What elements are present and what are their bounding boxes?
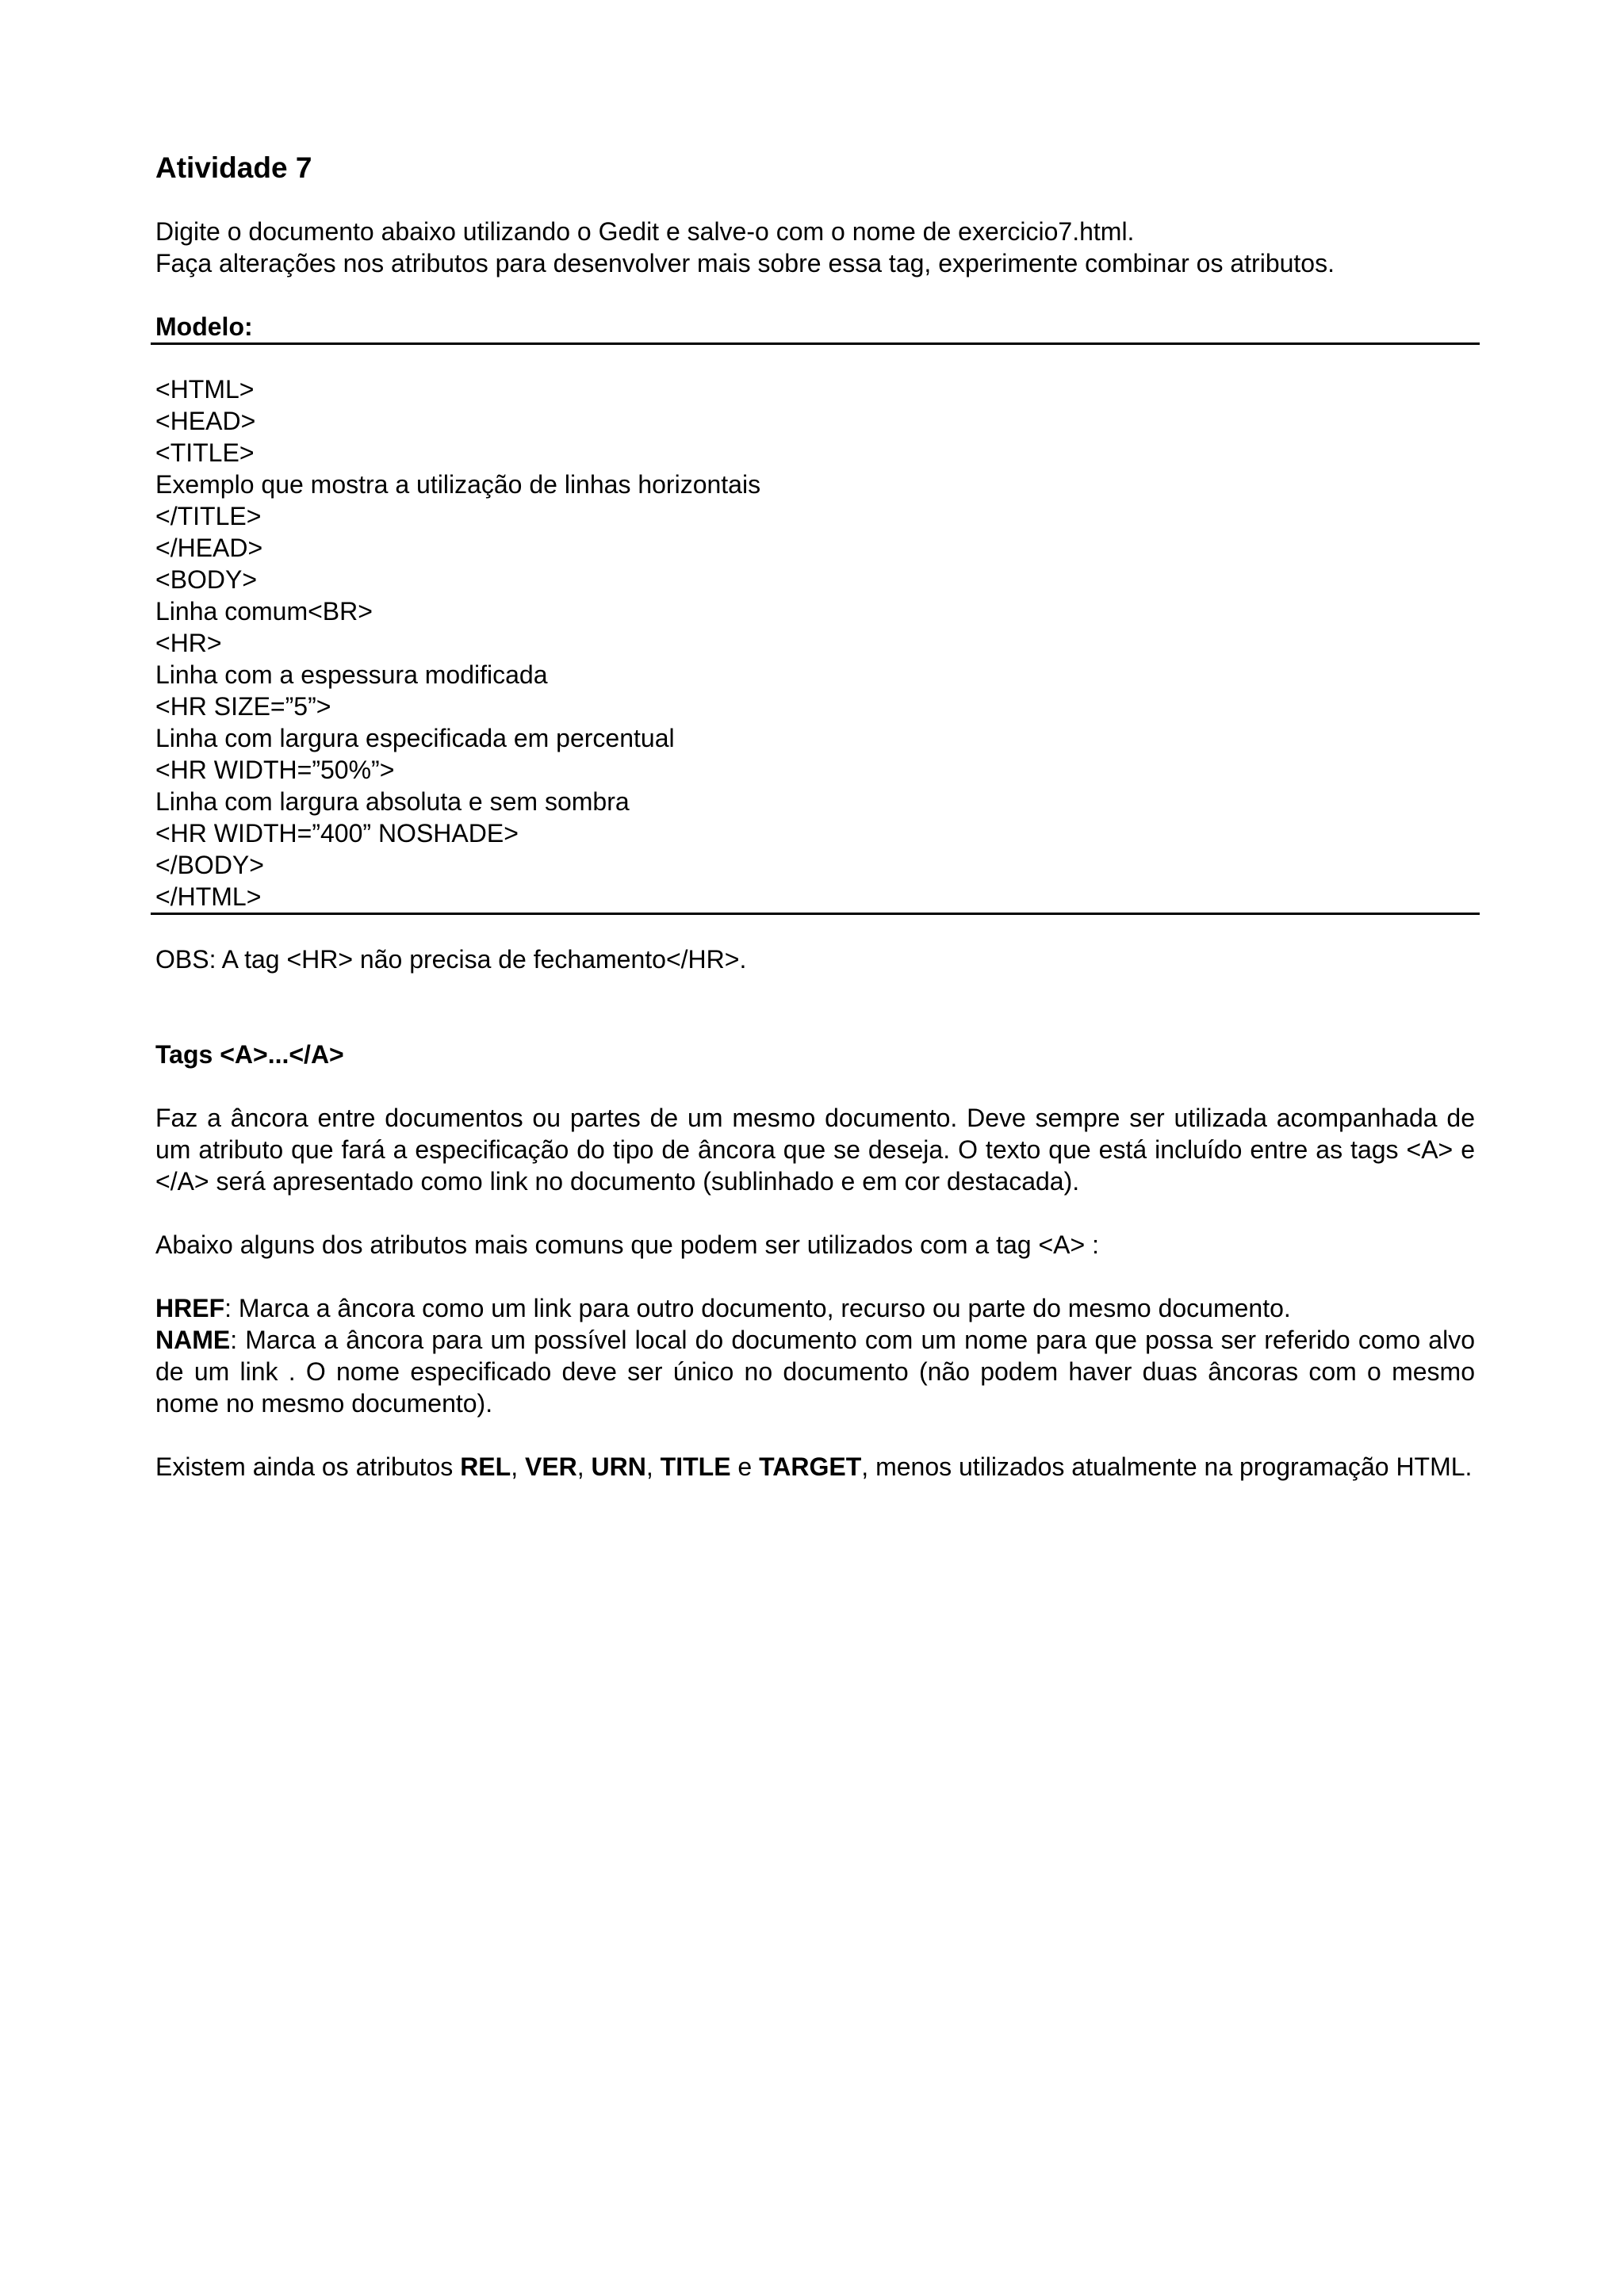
code-line: <HTML> (155, 375, 255, 404)
rel-term: REL (460, 1452, 511, 1481)
code-line: <BODY> (155, 565, 258, 594)
intro-line-1: Digite o documento abaixo utilizando o Gedit e salve-o com o nome de exercicio7.html. (155, 217, 1135, 246)
code-line: Linha com largura absoluta e sem sombra (155, 787, 630, 816)
obs-note: OBS: A tag <HR> não precisa de fechamento</HR>. (155, 945, 747, 974)
name-text: : Marca a âncora para um possível local do documento com um nome para que possa ser referido como alvo de um link . O nome especificado deve ser único no documento (não podem haver duas âncoras com o mesmo nome no mesmo documento). (155, 1326, 1475, 1418)
code-line: </HTML> (155, 882, 262, 911)
code-line: Linha com a espessura modificada (155, 660, 548, 689)
name-definition (155, 1324, 1475, 1419)
modelo-heading: Modelo: (155, 312, 253, 341)
code-line: <TITLE> (155, 438, 255, 467)
page-title: Atividade 7 (155, 151, 312, 184)
separator: , (511, 1452, 525, 1481)
name-term: NAME (155, 1326, 231, 1354)
separator: e (730, 1452, 760, 1481)
title-term: TITLE (660, 1452, 731, 1481)
attributes-intro: Abaixo alguns dos atributos mais comuns que podem ser utilizados com a tag <A> : (155, 1230, 1099, 1259)
others-prefix: Existem ainda os atributos (155, 1452, 461, 1481)
href-definition (155, 1292, 1475, 1324)
code-line: Linha comum<BR> (155, 597, 373, 626)
code-line: <HR WIDTH=”400” NOSHADE> (155, 819, 519, 848)
document-page (155, 151, 1475, 1483)
code-line: </HEAD> (155, 534, 263, 562)
code-line: </BODY> (155, 851, 264, 879)
tags-paragraph: Faz a âncora entre documentos ou partes de um mesmo documento. Deve sempre ser utilizada acompanhada de um atributo que fará a especificação do tipo de âncora que se deseja. O texto que está incluído entre as tags <A> e </A> será apresentado como link no documento (sublinhado e em cor destacada). (155, 1104, 1475, 1196)
others-suffix: , menos utilizados atualmente na programação HTML. (861, 1452, 1473, 1481)
ver-term: VER (524, 1452, 577, 1481)
code-line: <HR SIZE=”5”> (155, 692, 331, 721)
code-listing (155, 345, 1475, 913)
urn-term: URN (591, 1452, 646, 1481)
separator: , (576, 1452, 592, 1481)
code-line: Linha com largura especificada em percentual (155, 724, 675, 752)
code-line: <HR> (155, 629, 222, 657)
tags-heading: Tags <A>...</A> (155, 1040, 344, 1069)
code-line: <HR WIDTH=”50%”> (155, 756, 395, 784)
code-line: </TITLE> (155, 502, 262, 530)
code-line: <HEAD> (155, 407, 256, 435)
href-term: HREF (155, 1294, 225, 1322)
target-term: TARGET (759, 1452, 862, 1481)
other-attributes-paragraph (155, 1451, 1475, 1483)
separator: , (645, 1452, 661, 1481)
code-line: Exemplo que mostra a utilização de linhas horizontais (155, 470, 761, 499)
intro-line-2: Faça alterações nos atributos para desenvolver mais sobre essa tag, experimente combinar os atributos. (155, 249, 1335, 277)
href-text: : Marca a âncora como um link para outro documento, recurso ou parte do mesmo documento. (224, 1294, 1291, 1322)
